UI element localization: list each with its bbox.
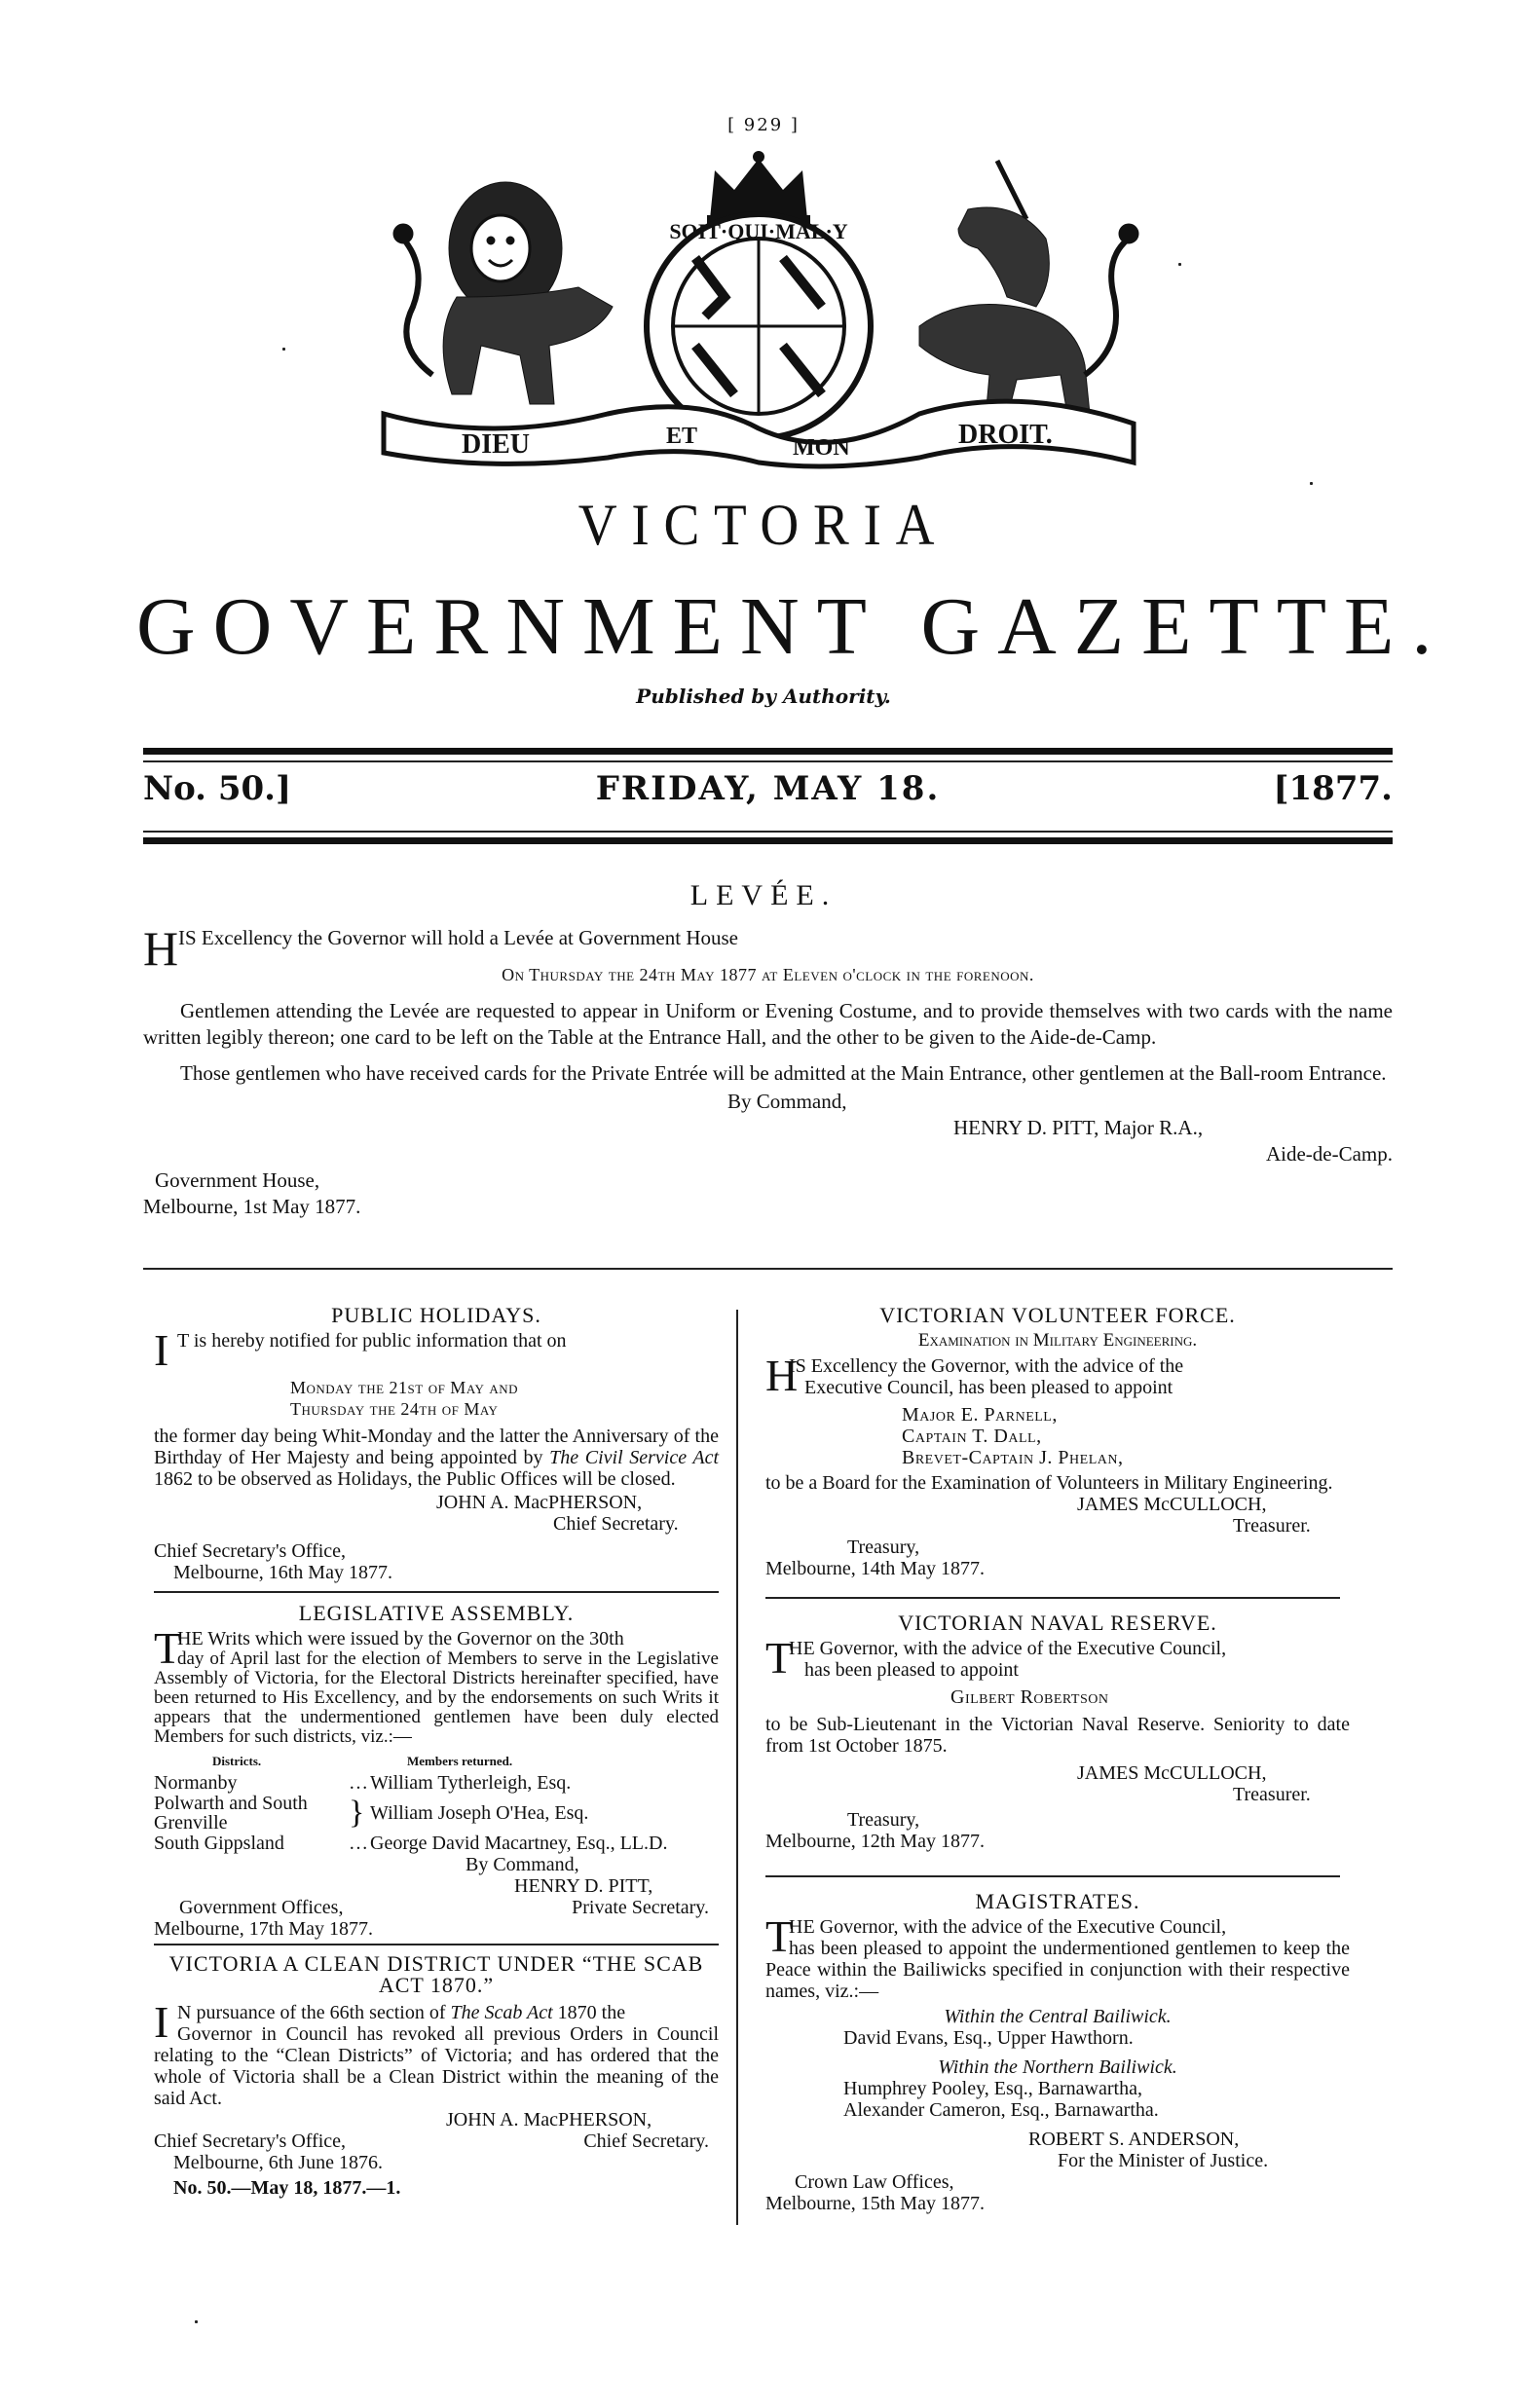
bailiwick-heading: Within the Northern Bailiwick. xyxy=(938,2056,1177,2078)
gazette-footer: No. 50.—May 18, 1877.—1. xyxy=(173,2177,401,2199)
drop-cap: I xyxy=(154,1997,169,2047)
lion-supporter-icon xyxy=(393,182,613,404)
signatory-title: For the Minister of Justice. xyxy=(1058,2150,1269,2171)
office-place: Treasury, xyxy=(847,1537,920,1558)
scab-act-body: Governor in Council has revoked all previous Orders in Council relating to the “Clean Districts” of Victoria; and has ordered that the whole of Victoria shall be a Clean District within the meaning of the said Act. xyxy=(154,2023,719,2109)
signatory: JOHN A. MacPHERSON, xyxy=(446,2109,652,2130)
section-rule xyxy=(143,1268,1393,1270)
legislative-assembly-notice xyxy=(154,1603,719,1940)
magistrates-notice xyxy=(765,1891,1350,2214)
districts-table-header xyxy=(154,1751,719,1772)
levee-opening: IS Excellency the Governor will hold a Levée at Government House xyxy=(178,926,738,949)
office-dated: Melbourne, 12th May 1877. xyxy=(765,1831,985,1852)
issue-date: FRIDAY, MAY 18. xyxy=(595,769,941,808)
public-holidays-notice xyxy=(154,1305,719,1583)
notice-rule xyxy=(154,1591,719,1593)
naval-opening: HE Governor, with the advice of the Executive Council, xyxy=(789,1638,1227,1659)
issue-year: [1877. xyxy=(1273,769,1393,808)
signatory: JAMES McCULLOCH, xyxy=(1077,1494,1267,1515)
masthead-title-victoria: VICTORIA xyxy=(577,493,950,557)
signatory-title: Chief Secretary. xyxy=(553,1513,679,1535)
signatory: ROBERT S. ANDERSON, xyxy=(1028,2129,1240,2150)
drop-cap: H xyxy=(765,1351,799,1400)
drop-cap: H xyxy=(143,921,179,976)
masthead-title-gazette: GOVERNMENT GAZETTE. xyxy=(136,581,1450,672)
member: George David Macartney, Esq., LL.D. xyxy=(370,1833,668,1854)
levee-place: Government House, xyxy=(155,1168,320,1192)
scan-speck xyxy=(1310,482,1313,485)
right-column xyxy=(765,1305,1350,2214)
drop-cap: T xyxy=(765,1633,794,1683)
levee-dated: Melbourne, 1st May 1877. xyxy=(143,1195,361,1218)
published-by-authority: Published by Authority. xyxy=(636,685,891,708)
drop-cap: I xyxy=(154,1325,169,1375)
member: William Tytherleigh, Esq. xyxy=(370,1772,572,1794)
signatory: JOHN A. MacPHERSON, xyxy=(436,1492,643,1513)
office-dated: Melbourne, 14th May 1877. xyxy=(765,1558,985,1579)
notice-rule xyxy=(765,1875,1340,1877)
signatory: JAMES McCULLOCH, xyxy=(1077,1762,1267,1784)
notice-rule xyxy=(154,1944,719,1945)
volunteer-force-title: VICTORIAN VOLUNTEER FORCE. xyxy=(879,1303,1236,1327)
levee-para-1: Gentlemen attending the Levée are requested to appear in Uniform or Evening Costume, and to provide themselves with two cards with the name written legibly thereon; one card to be left on the Table at the Entrance Hall, and the other to be given to the Aide-de-Camp. xyxy=(143,999,1393,1049)
issue-number: No. 50.] xyxy=(143,769,292,808)
masthead-rule-top-thin xyxy=(143,760,1393,762)
volunteer-opening-2: Executive Council, has been pleased to appoint xyxy=(804,1377,1173,1398)
motto-word: ET xyxy=(666,424,698,449)
table-row: Polwarth and South Grenville } William Joseph O'Hea, Esq. xyxy=(154,1793,589,1834)
volunteer-force-subtitle: Examination in Military Engineering. xyxy=(917,1330,1198,1351)
office-place: Chief Secretary's Office, xyxy=(154,1540,347,1562)
office-dated: Melbourne, 15th May 1877. xyxy=(765,2193,985,2214)
scab-act-title: VICTORIA A CLEAN DISTRICT UNDER “THE SCAB ACT 1870.” xyxy=(168,1951,704,1997)
public-holidays-body: the former day being Whit-Monday and the latter the Anniversary of the Birthday of Her Majesty and being appointed by The Civil Service Act 1862 to be observed as Holidays, the Public Offices will be closed. xyxy=(154,1426,719,1490)
left-column xyxy=(154,1305,719,2199)
svg-text:SOIT·QUI·MAL·Y: SOIT·QUI·MAL·Y xyxy=(669,219,848,243)
appointee: Captain T. Dall, xyxy=(902,1426,1042,1447)
royal-coat-of-arms xyxy=(374,151,1143,472)
public-holidays-opening: T is hereby notified for public information that on xyxy=(177,1330,567,1352)
motto-word: MON xyxy=(793,435,850,461)
column-divider xyxy=(736,1310,738,2225)
masthead-rule-bottom xyxy=(143,837,1393,844)
levee-signatory: HENRY D. PITT, Major R.A., xyxy=(953,1116,1204,1139)
scan-speck xyxy=(195,2320,198,2323)
legislative-assembly-opening: HE Writs which were issued by the Governor on the 30th xyxy=(177,1628,624,1649)
appointee: Major E. Parnell, xyxy=(902,1404,1058,1426)
scan-speck xyxy=(282,348,285,351)
column-header: Districts. xyxy=(212,1754,262,1768)
drop-cap: T xyxy=(154,1623,182,1673)
magistrates-opening: HE Governor, with the advice of the Executive Council, xyxy=(789,1916,1227,1938)
levee-para-2: Those gentlemen who have received cards for the Private Entrée will be admitted at the Main Entrance, other gentlemen at the Ball-room Entrance. xyxy=(180,1061,1387,1085)
signatory-title: Treasurer. xyxy=(1233,1784,1311,1805)
magistrate-name: Alexander Cameron, Esq., Barnawartha. xyxy=(843,2099,1159,2121)
holiday-day-1: Monday the 21st of May and xyxy=(290,1378,519,1397)
naval-reserve-notice xyxy=(765,1612,1350,1852)
office-dated: Melbourne, 6th June 1876. xyxy=(173,2152,383,2173)
legislative-assembly-title: LEGISLATIVE ASSEMBLY. xyxy=(298,1601,575,1625)
shield-icon xyxy=(647,214,871,438)
office-place: Crown Law Offices, xyxy=(795,2171,954,2193)
masthead-rule-bottom-thin xyxy=(143,831,1393,833)
holiday-day-2: Thursday the 24th of May xyxy=(290,1399,499,1419)
bailiwick-heading: Within the Central Bailiwick. xyxy=(944,2006,1172,2027)
signatory-title: Chief Secretary. xyxy=(583,2130,709,2152)
by-command: By Command, xyxy=(466,1854,579,1875)
magistrate-name: Humphrey Pooley, Esq., Barnawartha, xyxy=(843,2078,1142,2099)
naval-reserve-title: VICTORIAN NAVAL RESERVE. xyxy=(898,1611,1217,1635)
signatory: HENRY D. PITT, xyxy=(514,1875,653,1897)
magistrates-body: has been pleased to appoint the undermentioned gentlemen to keep the Peace within the Bailiwicks specified in conjunction with their respective names, viz.:— xyxy=(765,1938,1350,2002)
unicorn-supporter-icon xyxy=(919,161,1138,419)
column-header: Members returned. xyxy=(407,1754,513,1768)
appointee: Gilbert Robertson xyxy=(950,1686,1109,1708)
issue-line xyxy=(143,769,1393,818)
act-name: The Scab Act xyxy=(450,2002,553,2023)
levee-notice xyxy=(143,921,1393,1220)
levee-signatory-title: Aide-de-Camp. xyxy=(1265,1142,1393,1166)
legislative-assembly-body: day of April last for the election of Members to serve in the Legislative Assembly of Victoria, for the Electoral Districts hereinafter specified, have been returned to His Excellency, and by the endorsements on such Writs it appears that the undermentioned gentlemen have been duly elected Members for such districts, viz.:— xyxy=(154,1649,719,1747)
magistrate-name: David Evans, Esq., Upper Hawthorn. xyxy=(843,2027,1134,2049)
volunteer-body: to be a Board for the Examination of Volunteers in Military Engineering. xyxy=(765,1472,1333,1494)
office-dated: Melbourne, 16th May 1877. xyxy=(173,1562,392,1583)
signatory-title: Private Secretary. xyxy=(572,1897,709,1918)
masthead-rule-top xyxy=(143,748,1393,755)
signatory-title: Treasurer. xyxy=(1233,1515,1311,1537)
page-number: [ 929 ] xyxy=(727,115,800,135)
naval-body: to be Sub-Lieutenant in the Victorian Naval Reserve. Seniority to date from 1st October 1875. xyxy=(765,1714,1350,1757)
office-dated: Melbourne, 17th May 1877. xyxy=(154,1918,373,1940)
scab-act-opening: N pursuance of the 66th section of The Scab Act 1870 the xyxy=(177,2002,626,2023)
member: William Joseph O'Hea, Esq. xyxy=(370,1802,589,1824)
volunteer-force-notice xyxy=(765,1305,1350,1579)
volunteer-opening: IS Excellency the Governor, with the advice of the xyxy=(789,1355,1184,1377)
levee-title: LEVÉE. xyxy=(689,879,838,911)
district: South Gippsland xyxy=(154,1833,284,1854)
notice-rule xyxy=(765,1597,1340,1599)
motto-word: DROIT. xyxy=(958,420,1053,450)
table-row: South Gippsland … George David Macartney, Esq., LL.D. xyxy=(154,1833,668,1854)
drop-cap: T xyxy=(765,1911,794,1961)
table-row: Normanby … William Tytherleigh, Esq. xyxy=(154,1772,572,1794)
scab-act-notice xyxy=(154,1953,719,2199)
public-holidays-title: PUBLIC HOLIDAYS. xyxy=(331,1303,541,1327)
magistrates-title: MAGISTRATES. xyxy=(975,1889,1140,1913)
levee-when: On Thursday the 24th May 1877 at Eleven o'clock in the forenoon. xyxy=(502,965,1034,984)
levee-by-command: By Command, xyxy=(727,1090,847,1113)
district: Polwarth and South Grenville xyxy=(154,1793,308,1834)
district: Normanby xyxy=(154,1772,238,1794)
office-place: Treasury, xyxy=(847,1809,920,1831)
scan-speck xyxy=(1178,263,1181,266)
appointee: Brevet-Captain J. Phelan, xyxy=(902,1447,1124,1468)
motto-word: DIEU xyxy=(462,429,531,460)
office-place: Chief Secretary's Office, xyxy=(154,2130,347,2152)
office-place: Government Offices, xyxy=(179,1897,344,1918)
naval-opening-2: has been pleased to appoint xyxy=(804,1659,1019,1681)
act-name: The Civil Service Act xyxy=(549,1447,719,1468)
